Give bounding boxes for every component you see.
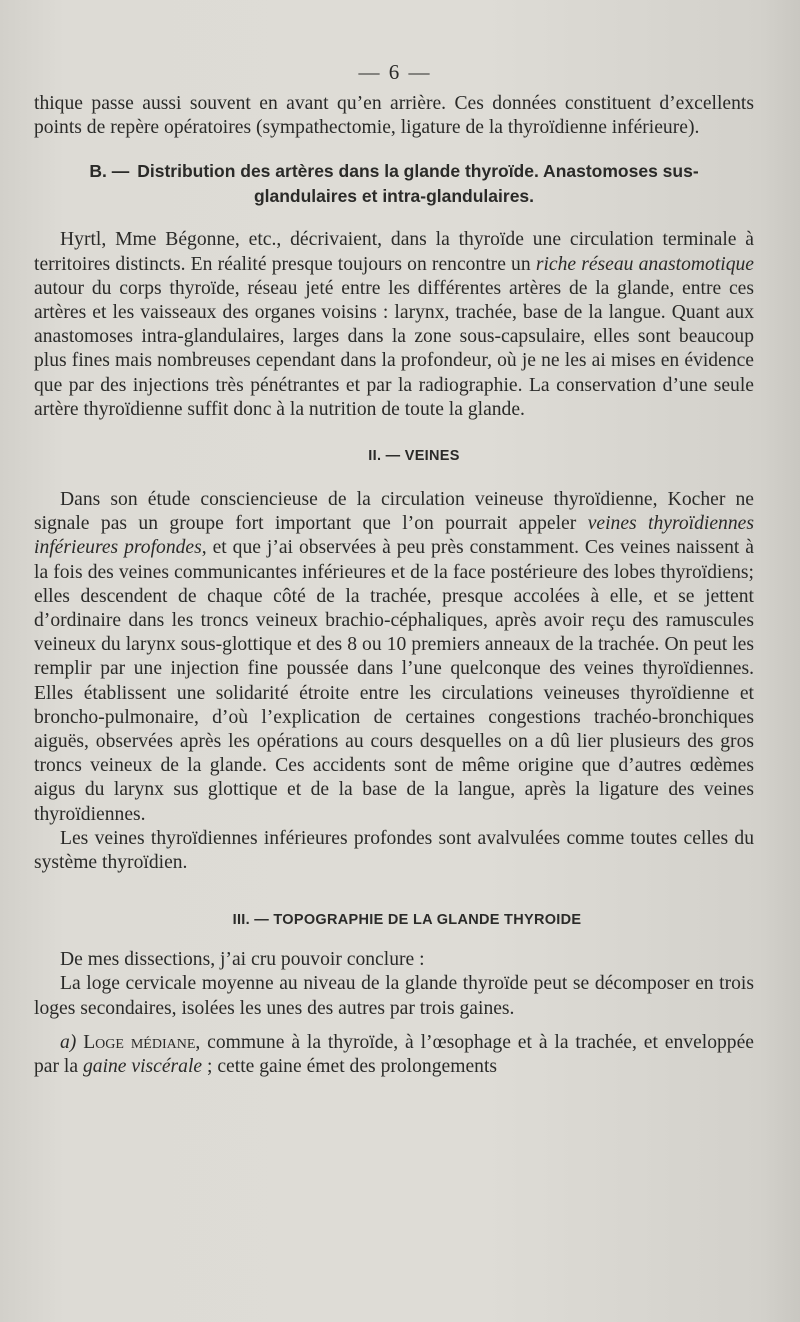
arteries-text-1: Hyrtl, Mme Bégonne, etc., décrivaient, dans la thyroïde une circulation terminale à territoires distincts. En réalité presque toujours on rencontre un xyxy=(34,229,754,275)
intro-paragraph: thique passe aussi souvent en avant qu’en arrière. Ces données constituent d’excellents points de repère opératoires (sympathectomie, ligature de la thyroïdienne inférieure). xyxy=(34,93,754,139)
arteries-paragraph xyxy=(34,228,754,422)
topo-paragraph-2: La loge cervicale moyenne au niveau de la glande thyroïde peut se décomposer en trois loges secondaires, isolées les unes des autres par trois gaines. xyxy=(34,973,754,1019)
section-2-heading: II. — VEINES xyxy=(368,448,460,465)
topo-text-2: ; cette gaine émet des prolongements xyxy=(202,1056,498,1078)
veins-emphasis: veines thyroïdiennes inférieures profondes xyxy=(34,513,754,559)
arteries-text-2: autour du corps thyroïde, réseau jeté entre les différentes artères de la glande, entre ces artères et les vaisseaux des organes voisins : larynx, trachée, base de la langue. Quant aux anastomoses intra-glandulaires, larges dans la zone sous-capsulaire, elles sont beaucoup plus fines mais nombreuses cependant dans la profondeur, où je ne les ai mises en évidence que par des injections très pénétrantes et par la radiographie. La conservation d’une seule artère thyroïdienne suffit donc à la nutrition de toute la glande. xyxy=(34,277,754,420)
arteries-emphasis: riche réseau anastomotique xyxy=(535,253,754,275)
topo-text-1: , commune à la thyroïde, à l’œsophage et à la trachée, et enveloppée par la xyxy=(34,1031,754,1078)
loge-mediane: Loge médiane xyxy=(83,1031,196,1053)
veins-text-2: , et que j’ai observées à peu près constamment. Ces veines naissent à la fois des veines communicantes inférieures et de la face postérieure des lobes thyroïdiens; elles descendent de chaque côté de la trachée, presque accolées à elle, et se jettent d’ordinaire dans les troncs veineux brachio-céphaliques, après avoir reçu des ramuscules veineux du larynx sous-glottique et des 8 ou 10 premiers anneaux de la trachée. On peut les remplir par une injection fine poussée dans l’une quelconque des veines thyroïdiennes. Elles établissent une solidarité étroite entre les circulations veineuses thyroïdienne et broncho-pulmonaire, d’où l’explication de certaines congestions trachéo-bronchiques aiguës, observées après les opérations au cours desquelles on a dû lier plusieurs des gros troncs veineux de la glande. Ces accidents sont de même origine que d’autres œdèmes aigus du larynx sus glottique et de la base de la langue, après la ligature des veines thyroïdiennes. xyxy=(34,537,754,825)
section-b-heading xyxy=(34,159,754,209)
veins-paragraph-2: Les veines thyroïdiennes inférieures profondes sont avalvulées comme toutes celles du système thyroïdien. xyxy=(34,827,754,874)
loge-label: a) xyxy=(60,1031,77,1053)
veins-text-1: Dans son étude consciencieuse de la circulation veineuse thyroïdienne, Kocher ne signale pas un groupe fort important que l’on pourrait appeler xyxy=(34,489,754,535)
section-b-title: Distribution des artères dans la glande thyroïde. Anastomoses sus-glandulaires et intra-glandulaires. xyxy=(137,161,699,207)
page-content xyxy=(34,92,754,1079)
section-3-heading: III. — TOPOGRAPHIE DE LA GLANDE THYROIDE xyxy=(232,912,582,929)
veins-paragraph xyxy=(34,488,754,827)
topo-paragraph-3 xyxy=(34,1031,754,1079)
topo-paragraph-1: De mes dissections, j’ai cru pouvoir conclure : xyxy=(60,949,425,971)
gaine-emphasis: gaine viscérale xyxy=(82,1056,203,1078)
page-number: — 6 — xyxy=(358,60,432,84)
section-b-label: B. — xyxy=(89,161,130,182)
